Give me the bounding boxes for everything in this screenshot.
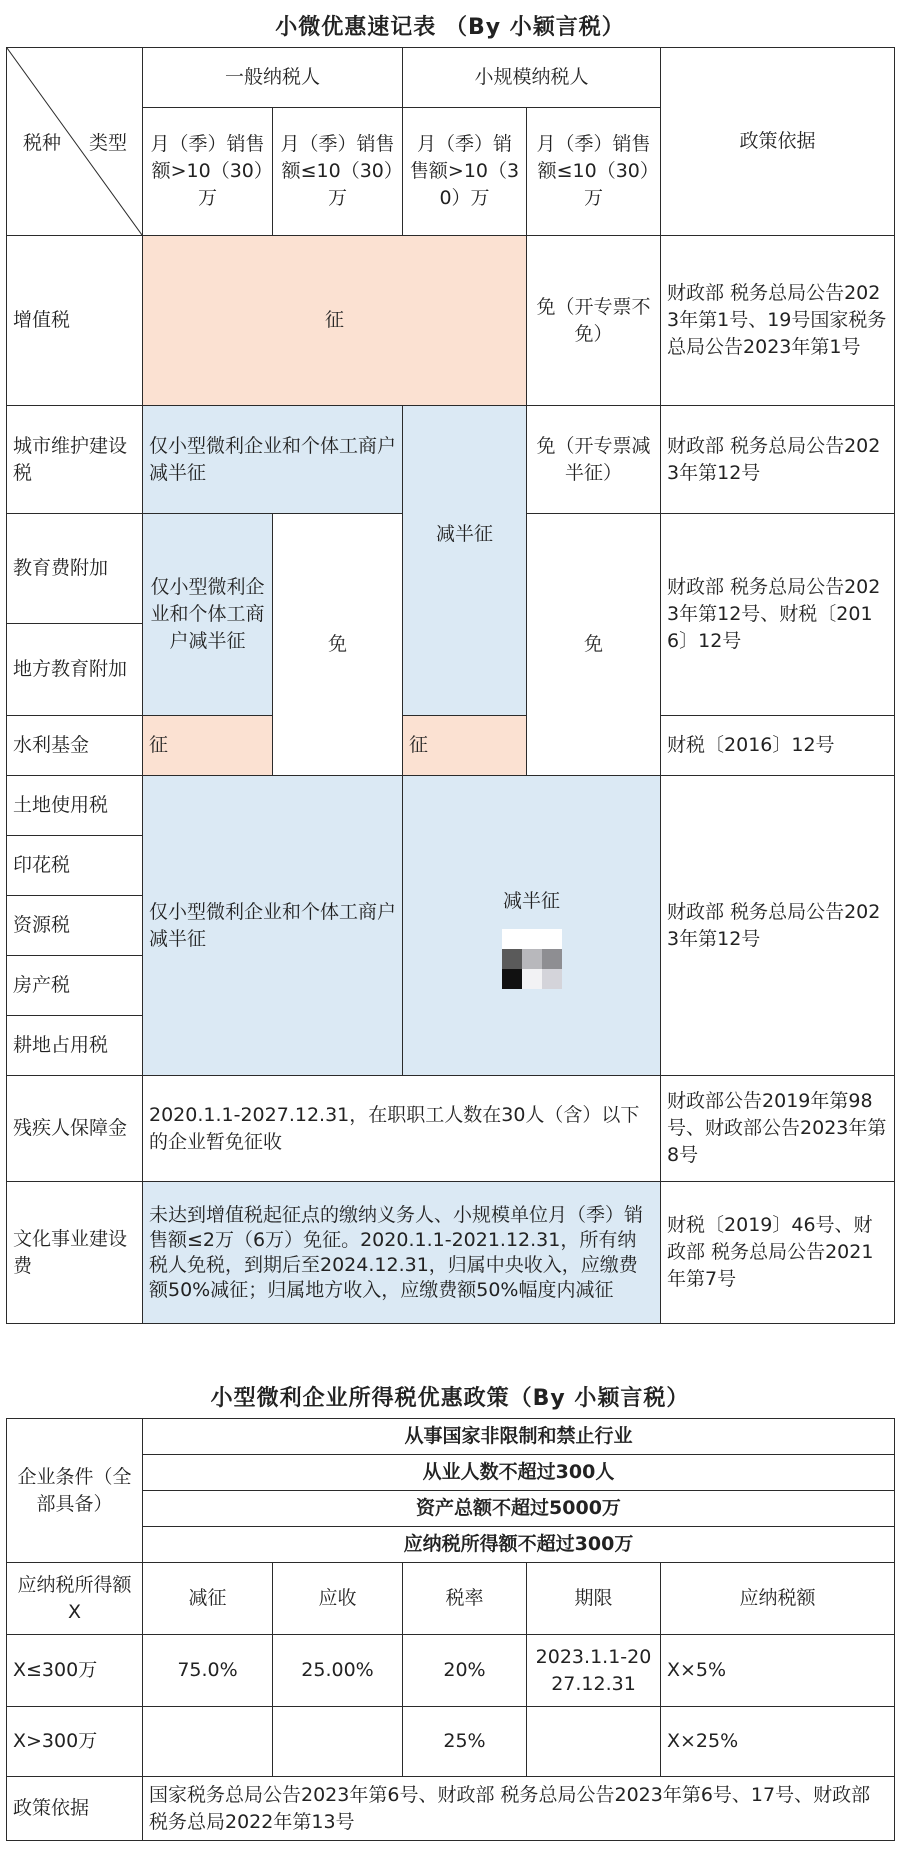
edu-general-below: 免	[273, 514, 403, 776]
condition-1: 从事国家非限制和禁止行业	[143, 1419, 895, 1455]
income-tax-table	[6, 1418, 895, 1841]
row1-reduce: 75.0%	[143, 1635, 273, 1707]
row-disabled-name: 残疾人保障金	[7, 1076, 143, 1182]
row-city-small-below: 免（开专票减半征）	[527, 406, 661, 514]
row2-period	[527, 1707, 661, 1777]
conditions-label: 企业条件（全部具备）	[7, 1419, 143, 1563]
edu-general-above: 仅小型微利企业和个体工商户减半征	[143, 514, 273, 716]
row2-receive	[273, 1707, 403, 1777]
row-water-general-above: 征	[143, 716, 273, 776]
tax-summary-table	[6, 47, 895, 1324]
header-general-above: 月（季）销售额>10（30）万	[143, 108, 273, 236]
row-farmland-name: 耕地占用税	[7, 1016, 143, 1076]
row-city-name: 城市维护建设税	[7, 406, 143, 514]
col-header-receive: 应收	[273, 1563, 403, 1635]
row-water-basis: 财税〔2016〕12号	[661, 716, 895, 776]
col-header-income: 应纳税所得额X	[7, 1563, 143, 1635]
edu-basis: 财政部 税务总局公告2023年第12号、财税〔2016〕12号	[661, 514, 895, 716]
basis-label: 政策依据	[7, 1777, 143, 1841]
row1-tax: X×5%	[661, 1635, 895, 1707]
row1-receive: 25.00%	[273, 1635, 403, 1707]
group-small-text: 减半征	[503, 890, 561, 912]
edu-small-below: 免	[527, 514, 661, 776]
row-vat-name: 增值税	[7, 236, 143, 406]
row-culture-content: 未达到增值税起征点的缴纳义务人、小规模单位月（季）销售额≤2万（6万）免征。2020.1.1-2021.12.31，所有纳税人免税，到期后至2024.12.31，归属中央收入，应缴费额50%减征；归属地方收入，应缴费额50%幅度内减征	[143, 1182, 661, 1324]
row-local-edu-name: 地方教育附加	[7, 624, 143, 716]
row2-tax: X×25%	[661, 1707, 895, 1777]
condition-2: 从业人数不超过300人	[143, 1455, 895, 1491]
table2-title: 小型微利企业所得税优惠政策（By 小颖言税）	[210, 1386, 690, 1411]
row-resource-name: 资源税	[7, 896, 143, 956]
condition-3: 资产总额不超过5000万	[143, 1491, 895, 1527]
header-small-below: 月（季）销售额≤10（30）万	[527, 108, 661, 236]
row-property-name: 房产税	[7, 956, 143, 1016]
group-small	[403, 776, 661, 1076]
edu-small-above	[403, 406, 527, 716]
row1-range: X≤300万	[7, 1635, 143, 1707]
col-header-tax: 应纳税额	[661, 1563, 895, 1635]
row2-reduce	[143, 1707, 273, 1777]
row-culture-basis: 财税〔2019〕46号、财政部 税务总局公告2021年第7号	[661, 1182, 895, 1324]
row-land-use-name: 土地使用税	[7, 776, 143, 836]
header-category: 类型	[89, 132, 128, 154]
diagonal-header-cell	[7, 48, 143, 236]
header-tax-type: 税种	[23, 132, 62, 154]
row-disabled-content: 2020.1.1-2027.12.31，在职职工人数在30人（含）以下的企业暂免征收	[143, 1076, 661, 1182]
header-general-below: 月（季）销售额≤10（30）万	[273, 108, 403, 236]
header-policy-basis: 政策依据	[661, 48, 895, 236]
row2-range: X>300万	[7, 1707, 143, 1777]
col-header-rate: 税率	[403, 1563, 527, 1635]
row-city-general: 仅小型微利企业和个体工商户减半征	[143, 406, 403, 514]
header-small-scale-taxpayer: 小规模纳税人	[403, 48, 661, 108]
pixelated-watermark-icon	[502, 929, 562, 989]
row-vat-small-below: 免（开专票不免）	[527, 236, 661, 406]
row-vat-general: 征	[143, 236, 527, 406]
basis-content: 国家税务总局公告2023年第6号、财政部 税务总局公告2023年第6号、17号、财政部 税务总局2022年第13号	[143, 1777, 895, 1841]
row-disabled-basis: 财政部公告2019年第98号、财政部公告2023年第8号	[661, 1076, 895, 1182]
table1-title: 小微优惠速记表 （By 小颖言税）	[275, 15, 625, 40]
row-stamp-name: 印花税	[7, 836, 143, 896]
header-small-above: 月（季）销售额>10（30）万	[403, 108, 527, 236]
row1-period: 2023.1.1-2027.12.31	[527, 1635, 661, 1707]
row-edu-name: 教育费附加	[7, 514, 143, 624]
row1-rate: 20%	[403, 1635, 527, 1707]
row-culture-name: 文化事业建设费	[7, 1182, 143, 1324]
row-city-basis: 财政部 税务总局公告2023年第12号	[661, 406, 895, 514]
row2-rate: 25%	[403, 1707, 527, 1777]
header-general-taxpayer: 一般纳税人	[143, 48, 403, 108]
row-water-small-above: 征	[403, 716, 527, 776]
group-basis: 财政部 税务总局公告2023年第12号	[661, 776, 895, 1076]
condition-4: 应纳税所得额不超过300万	[143, 1527, 895, 1563]
group-general: 仅小型微利企业和个体工商户减半征	[143, 776, 403, 1076]
col-header-period: 期限	[527, 1563, 661, 1635]
row-water-name: 水利基金	[7, 716, 143, 776]
edu-small-above-text: 减半征	[436, 522, 494, 545]
col-header-reduce: 减征	[143, 1563, 273, 1635]
row-vat-basis: 财政部 税务总局公告2023年第1号、19号国家税务总局公告2023年第1号	[661, 236, 895, 406]
